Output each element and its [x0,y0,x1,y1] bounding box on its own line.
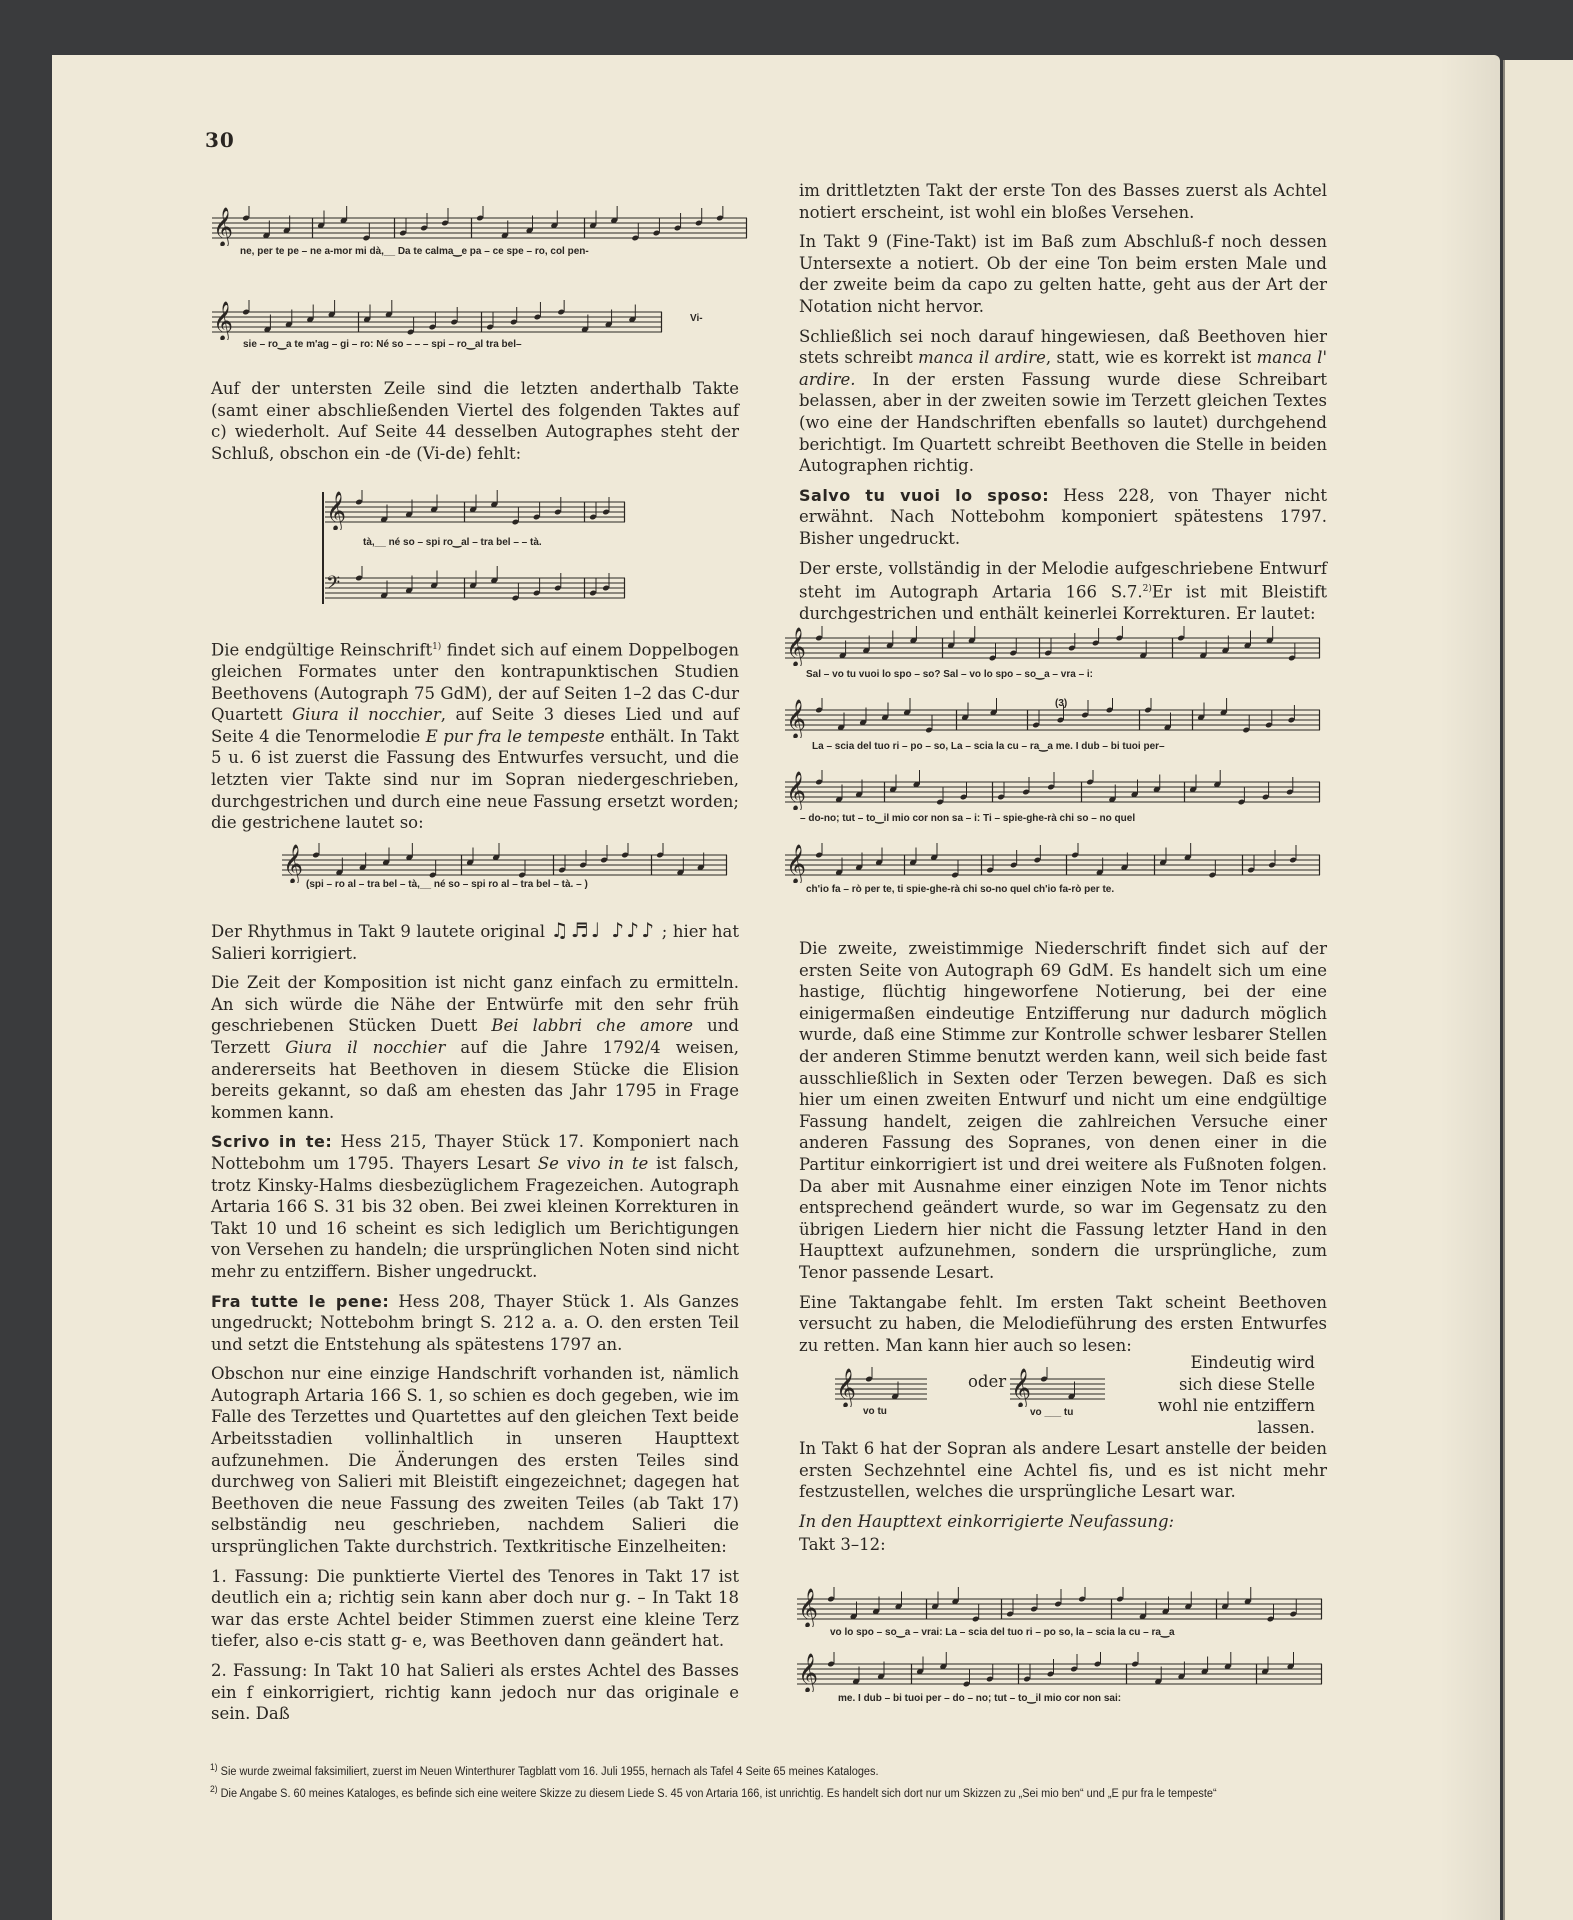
treble-clef-icon: 𝄞 [786,844,807,883]
footnote-ref[interactable]: 1) [432,642,442,652]
music-neufassung-lyrics-1: vo lo spo – so‿a – vrai: La – scia del tuo ri – po so, la – scia la cu – ra‿a [830,1627,1175,1638]
paragraph-italic-caption: In den Haupttext einkorrigierte Neufassung: [799,1511,1175,1531]
treble-clef-icon: 𝄞 [1011,1368,1032,1407]
right-column-block-3 [799,1438,1327,1564]
paragraph: Auf der untersten Zeile sind die letzten anderthalb Takte (samt einer abschließenden Viertel des folgenden Taktes auf c) wiederholt. Auf Seite 44 desselben Autographes steht der Schluß, obschon ein -de (Vi-de) fehlt: [211,379,739,463]
paragraph: Die Zeit der Komposition ist nicht ganz einfach zu ermitteln. An sich würde die Nähe der Entwürfe mit den sehr früh geschriebenen Stücken Duett Bei labbri che amore und Terzett Giura il nocchier auf die Jahre 1792/4 weisen, andererseits hat Beethoven in diesem Stücke die Elision bereits gekannt, so daß am ehesten das Jahr 1795 in Frage kommen kann. [211,973,739,1122]
music-salvo-staff-3 [785,770,1325,810]
left-column-block-3 [211,920,739,1733]
music-neufassung-staff-2 [797,1652,1327,1692]
staff-treble [325,490,635,530]
paragraph: Die endgültige Reinschrift$^{1)}$ findet sich auf einem Doppelbogen gleichen Formates unter den kontrapunktischen Studien Beethovens (Autograph 75 GdM), der auf Seiten 1–2 das C-dur Quartett Giura il nocchier, auf Seite 3 dieses Lied und auf Seite 4 die Tenormelodie E pur fra le tempeste enthält. In Takt 5 u. 6 ist zuerst die Fassung des Entwurfes versucht, und die letzten vier Takte sind nur im Sopran niedergeschrieben, durchgestrichen und durch eine neue Fassung ersetzt worden; die gestrichene lautet so: [211,640,740,833]
treble-clef-icon: 𝄞 [836,1368,857,1407]
variant-note: Eindeutig wird sich diese Stelle wohl nie entziffern lassen. [1157,1353,1315,1437]
paragraph: Eine Taktangabe fehlt. Im ersten Takt scheint Beethoven versucht zu haben, die Melodieführung des ersten Entwurfes zu retten. Man kann hier auch so lesen: [799,1292,1327,1355]
paragraph: Die zweite, zweistimmige Niederschrift findet sich auf der ersten Seite von Autograph 69 GdM. Es handelt sich um eine hastige, flüchtig hingeworfene Notierung, bei der eine einigermaßen eindeutige Entzifferung nur dadurch möglich wurde, daß eine Stimme zur Kontrolle schwer lesbarer Stellen der anderen Stimme benutzt werden kann, weil sich beide fast ausschließlich in Sexten oder Terzen bewegen. Daß es sich hier um einen zweiten Entwurf und nicht um eine endgültige Fassung handelt, zeigen die zahlreichen Versuche einer anderen Fassung des Sopranes, von denen einer in die Partitur einkorrigiert ist und drei weitere als Fußnoten folgen. Da aber mit Ausnahme einer einzigen Note im Tenor nichts entsprechend geändert wurde, so war im Gegensatz zu den übrigen Liedern hier nicht die Fassung letzter Hand in den Haupttext aufzunehmen, sondern die ursprüngliche, zum Tenor passende Lesart. [799,939,1327,1282]
paragraph: 2. Fassung: In Takt 10 hat Salieri als erstes Achtel des Basses ein f einkorrigiert, richtig kann jedoch nur das originale e sein. Daß [211,1661,739,1724]
staff [785,626,1325,666]
staff [785,843,1325,883]
treble-clef-icon: 𝄞 [798,1588,819,1627]
music-salvo-lyrics-2: La – scia del tuo ri – po – so, La – scia la cu – ra‿a me. I dub – bi tuoi per– [812,741,1165,752]
variant-reading-2-lyrics: vo ___ tu [1030,1407,1074,1418]
footnotes [210,1760,1274,1804]
staff [282,843,732,883]
music-example-2 [212,300,672,340]
section-heading: Salvo tu vuoi lo sposo: [799,485,1050,505]
staff [212,300,672,340]
music-neufassung-lyrics-2: me. I dub – bi tuoi per – do – no; tut – to‿il mio cor non sai: [838,1693,1122,1704]
staff [212,206,752,246]
paragraph: Schließlich sei noch darauf hingewiesen, daß Beethoven hier stets schreibt manca il ardire, statt, wie es korrekt ist manca l' ardire. In der ersten Fassung wurde diese Schreibart belassen, aber in der zweiten sowie im Terzett gleichen Textes (wo eine der Handschriften ebenfalls so lautet) durchgehend berichtigt. Im Quartett schreibt Beethoven die Stelle in beiden Autographen richtig. [799,326,1327,476]
paragraph: 1. Fassung: Die punktierte Viertel des Tenores in Takt 17 ist deutlich ein a; richtig sein kann aber doch nur g. – In Takt 18 war das erste Achtel beider Stimmen zuerst eine kleine Terz tiefer, also e-cis statt g- e, was Beethoven dann geändert hat. [211,1566,739,1651]
staff-bass [325,566,635,606]
treble-clef-icon: 𝄞 [283,844,304,883]
music-example-1-lyrics: ne, per te pe – ne a-mor mi dà,__ Da te calma‿e pa – ce spe – ro, col pen- [240,246,589,257]
music-example-2-lyrics: sie – ro‿a te m'ag – gi – ro: Né so – – – spi – ro‿al tra bel– [243,339,522,350]
page-number: 30 [205,128,235,152]
music-tuplet-mark: (3) [1055,698,1068,709]
variant-or-label: oder [968,1372,1007,1391]
paragraph-salvo-tu-vuoi: Salvo tu vuoi lo sposo: Hess 228, von Thayer nicht erwähnt. Nach Nottebohm komponiert spätestens 1797. Bisher ungedruckt. [799,485,1327,548]
treble-clef-icon: 𝄞 [213,301,234,340]
treble-clef-icon: 𝄞 [786,771,807,810]
variant-reading-2 [1010,1367,1108,1407]
staff [835,1367,930,1407]
facing-page-edge [1503,60,1573,1920]
footnote-2: $^{2)}$ Die Angabe S. 60 meines Kataloges, es befinde sich eine weitere Skizze zu diesem Liede S. 45 von Artaria 166, ist unrichtig. Es handelt sich dort nur um Skizzen zu „Sei mio ben“ und „E pur fra le tempeste“ [210,1783,1217,1800]
variant-reading-1-lyrics: vo tu [863,1406,887,1417]
section-heading: Scrivo in te: [211,1132,333,1152]
paragraph: Der erste, vollständig in der Melodie aufgeschriebene Entwurf steht im Autograph Artaria 166 S.7.$^{2)}$Er ist mit Bleistift durchgestrichen und enthält keinerlei Korrekturen. Er lautet: [799,558,1328,624]
music-salvo-staff-4 [785,843,1325,883]
treble-clef-icon: 𝄞 [326,491,347,530]
paragraph-fra-tutte-le-pene: Fra tutte le pene: Hess 208, Thayer Stück 1. Als Ganzes ungedruckt; Nottebohm bringt S. 212 a. a. O. den ersten Teil und setzt die Entstehung als spätestens 1797 an. [211,1291,739,1354]
music-example-3 [325,490,635,606]
music-neufassung-staff-1 [797,1587,1327,1627]
paragraph: Der Rhythmus in Takt 9 lautete original ♫♬♩ ♪♪♪ ; hier hat Salieri korrigiert. [211,918,739,963]
footnote-ref[interactable]: 2) [1142,584,1152,595]
right-column-block-1 [799,180,1327,633]
system-bracket [322,492,327,604]
music-example-4 [282,843,732,883]
music-salvo-staff-1 [785,626,1325,666]
bass-clef-icon: 𝄢 [326,573,341,598]
treble-clef-icon: 𝄞 [786,699,807,738]
paragraph: im drittletzten Takt der erste Ton des Basses zuerst als Achtel notiert erscheint, ist wohl ein bloßes Versehen. [799,181,1327,222]
paragraph: In Takt 6 hat der Sopran als andere Lesart anstelle der beiden ersten Sechzehntel eine Achtel fis, und es ist nicht mehr festzustellen, welches die ursprüngliche Lesart war. [799,1439,1327,1502]
treble-clef-icon: 𝄞 [786,627,807,666]
right-column-block-2 [799,938,1327,1364]
treble-clef-icon: 𝄞 [213,207,234,246]
paragraph: Obschon nur eine einzige Handschrift vorhanden ist, nämlich Autograph Artaria 166 S. 1, so schien es doch gegeben, wie im Falle des Terzettes und Quartettes auf den gleichen Text beide Arbeitsstadien vollinhaltlich in unseren Haupttext aufzunehmen. Die Änderungen des ersten Teiles sind durchweg von Salieri mit Bleistift eingezeichnet; dagegen hat Beethoven die neue Fassung des zweiten Teiles (ab Takt 17) selbständig neu geschrieben, nachdem Salieri die ursprünglichen Takte durchstrich. Textkritische Einzelheiten: [211,1364,739,1557]
music-example-2-trailing-lyric: Vi- [690,313,703,324]
rhythm-notation: ♫♬♩ ♪♪♪ [550,918,657,942]
page-gutter-shadow [1440,55,1500,1920]
staff [785,770,1325,810]
left-column-block-2 [211,637,739,842]
paragraph-scrivo-in-te: Scrivo in te: Hess 215, Thayer Stück 17. Komponiert nach Nottebohm um 1795. Thayers Lesart Se vivo in te ist falsch, trotz Kinsky-Halms diesbezüglichem Fragezeichen. Autograph Artaria 166 S. 31 bis 32 oben. Bei zwei kleinen Korrekturen in Takt 10 und 16 scheint es sich lediglich um Berichtigungen von Versehen zu handeln; die ursprünglichen Noten sind nicht mehr zu entziffern. Bisher ungedruckt. [211,1132,739,1281]
paragraph-takt-label: Takt 3–12: [799,1535,886,1555]
footnote-1: $^{1)}$ Sie wurde zweimal faksimiliert, zuerst im Neuen Winterthurer Tagblatt vom 16. Juli 1955, hernach als Tafel 4 Seite 65 meines Kataloges. [210,1762,879,1778]
music-example-1 [212,206,752,246]
section-heading: Fra tutte le pene: [211,1291,390,1311]
music-salvo-lyrics-1: Sal – vo tu vuoi lo spo – so? Sal – vo lo spo – so‿a – vra – i: [806,669,1094,680]
left-column-block-1 [211,378,739,472]
music-example-3-lyrics: tà,__ né so – spi ro‿al – tra bel – – tà. [363,537,542,548]
staff [1010,1367,1108,1407]
music-salvo-lyrics-4: ch'io fa – rò per te, ti spie-ghe-rà chi so-no quel ch'io fa-rò per te. [806,884,1115,895]
paragraph: In Takt 9 (Fine-Takt) ist im Baß zum Abschluß-f noch dessen Untersexte a notiert. Ob der eine Ton beim ersten Male und der zweite beim da capo zu gelten hatte, geht aus der Art der Notation nicht hervor. [799,232,1327,316]
music-salvo-lyrics-3: – do-no; tut – to‿il mio cor non sa – i: Ti – spie-ghe-rà chi so – no quel [800,813,1136,824]
variant-reading-1 [835,1367,930,1407]
staff [797,1587,1327,1627]
music-example-4-lyrics: (spi – ro al – tra bel – tà,__ né so – spi ro al – tra bel – tà. – ) [306,879,588,890]
staff [797,1652,1327,1692]
treble-clef-icon: 𝄞 [798,1653,819,1692]
